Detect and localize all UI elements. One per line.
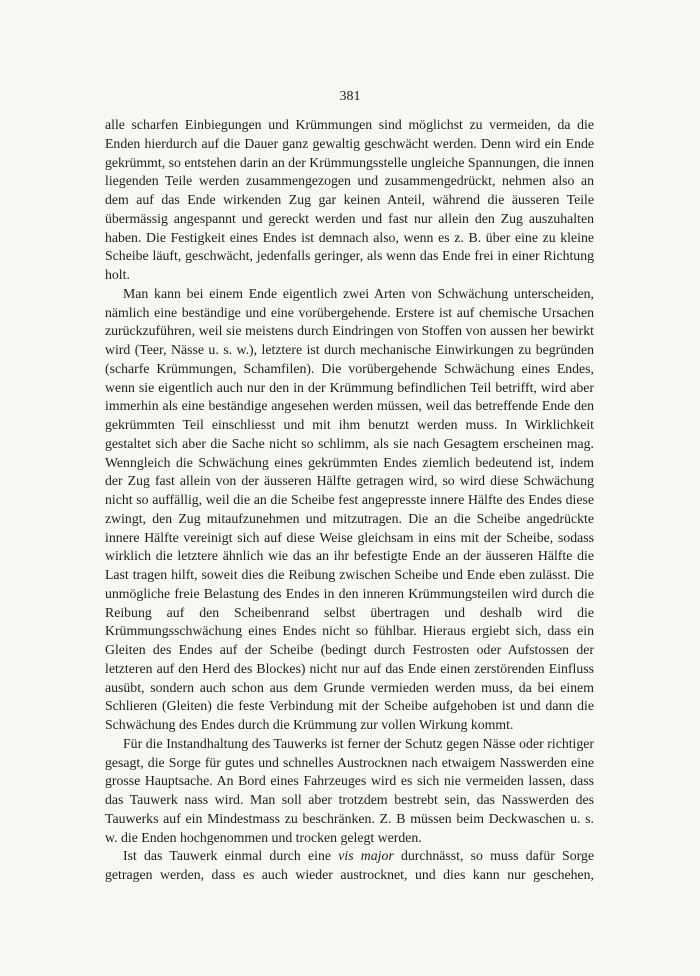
paragraph-text: Man kann bei einem Ende eigentlich zwei Arten von Schwächung unterscheiden, nämlich eine beständige und eine vorübergehende. Erstere ist auf chemische Ursachen zurückzuführen, weil sie meistens durch Eindringen von Stoffen von aussen her bewirkt wird (Teer, Nässe u. s. w.), letztere ist durch mechanische Einwirkungen zu begründen (scharfe Krümmungen, Schamfilen). Die vorübergehende Schwächung eines Endes, wenn sie eigentlich auch nur den in der Krümmung befindlichen Teil betrifft, wird aber immerhin als eine beständige angesehen werden müssen, weil das betreffende Ende den gekrümmten Teil einschliesst und mit ihm benutzt werden muss. In Wirklichkeit gestaltet sich aber die Sache nicht so schlimm, als sie nach Gesagtem erscheinen mag. Wenngleich die Schwächung eines gekrümmten Endes ziemlich bedeutend ist, indem der Zug fast allein von der äusseren Hälfte getragen wird, so wird diese Schwächung nicht so auffällig, weil die an die Scheibe fest angepresste innere Hälfte des Endes diese zwingt, den Zug mitaufzunehmen und mitzutragen. Die an die Scheibe angedrückte innere Hälfte vereinigt sich auf diese Weise gleichsam in eins mit der Scheibe, sodass wirklich die letztere ähnlich wie das an ihr befestigte Ende an der äusseren Hälfte die Last tragen hilft, soweit dies die Reibung zwischen Scheibe und Ende eben zulässt. Die unmögliche freie Belastung des Endes in den inneren Krümmungsteilen wird durch die Reibung auf den Scheibenrand selbst übertragen und deshalb wird die Krümmungsschwächung eines Endes nicht so fühlbar. Hieraus ergiebt sich, dass ein Gleiten des Endes auf der Scheibe (bedingt durch Festrosten oder Aufstossen der letzteren auf den Herd des Blockes) nicht nur auf das Ende einen zerstörenden Einfluss ausübt, sondern auch schon aus dem Grunde vermieden werden muss, da bei einem Schlieren (Gleiten) die feste Verbindung mit der Scheibe aufgehoben ist und dann die Schwächung des Endes durch die Krümmung zur vollen Wirkung kommt. — [105, 285, 594, 732]
paragraph-text: alle scharfen Einbiegungen und Krümmungen sind möglichst zu vermeiden, da die Enden hierdurch auf die Dauer ganz gewaltig geschwächt werden. Denn wird ein Ende gekrümmt, so entstehen darin an der Krümmungsstelle ungleiche Spannungen, die innen liegenden Teile werden zusammengezogen und zusammengedrückt, nehmen also an dem auf das Ende wirkenden Zug gar keinen Anteil, während die äusseren Teile übermässig angespannt und gereckt werden und fast nur allein den Zug auszuhalten haben. Die Festigkeit eines Endes ist demnach also, wenn es z. B. über eine zu kleine Scheibe läuft, geschwächt, jedenfalls geringer, als wenn das Ende frei in einer Richtung holt. — [105, 117, 594, 282]
paragraph-text: Ist das Tauwerk einmal durch eine — [123, 848, 339, 864]
paragraph-text: Für die Instandhaltung des Tauwerks ist ferner der Schutz gegen Nässe oder richtiger gesagt, die Sorge für gutes und schnelles Austrocknen nach etwaigem Nasswerden eine grosse Hauptsache. An Bord eines Fahrzeuges wird es sich nie vermeiden lassen, dass das Tauwerk nass wird. Man soll aber trotzdem bestrebt sein, das Nasswerden des Tauwerks auf ein Mindestmass zu beschränken. Z. B müssen beim Deckwaschen u. s. w. die Enden hochgenommen und trocken gelegt werden. — [105, 735, 594, 845]
paragraph-1 — [105, 116, 594, 285]
page-number: 381 — [339, 89, 361, 104]
italic-phrase: vis major — [338, 848, 394, 864]
paragraph-4 — [105, 847, 594, 885]
paragraph-2 — [105, 285, 594, 735]
paragraph-text: durchnässt, so muss dafür Sorge getragen werden, dass es auch wieder austrocknet, und dies kann nur geschehen, — [105, 848, 594, 882]
paragraph-3 — [105, 735, 594, 848]
body-text — [105, 116, 594, 885]
